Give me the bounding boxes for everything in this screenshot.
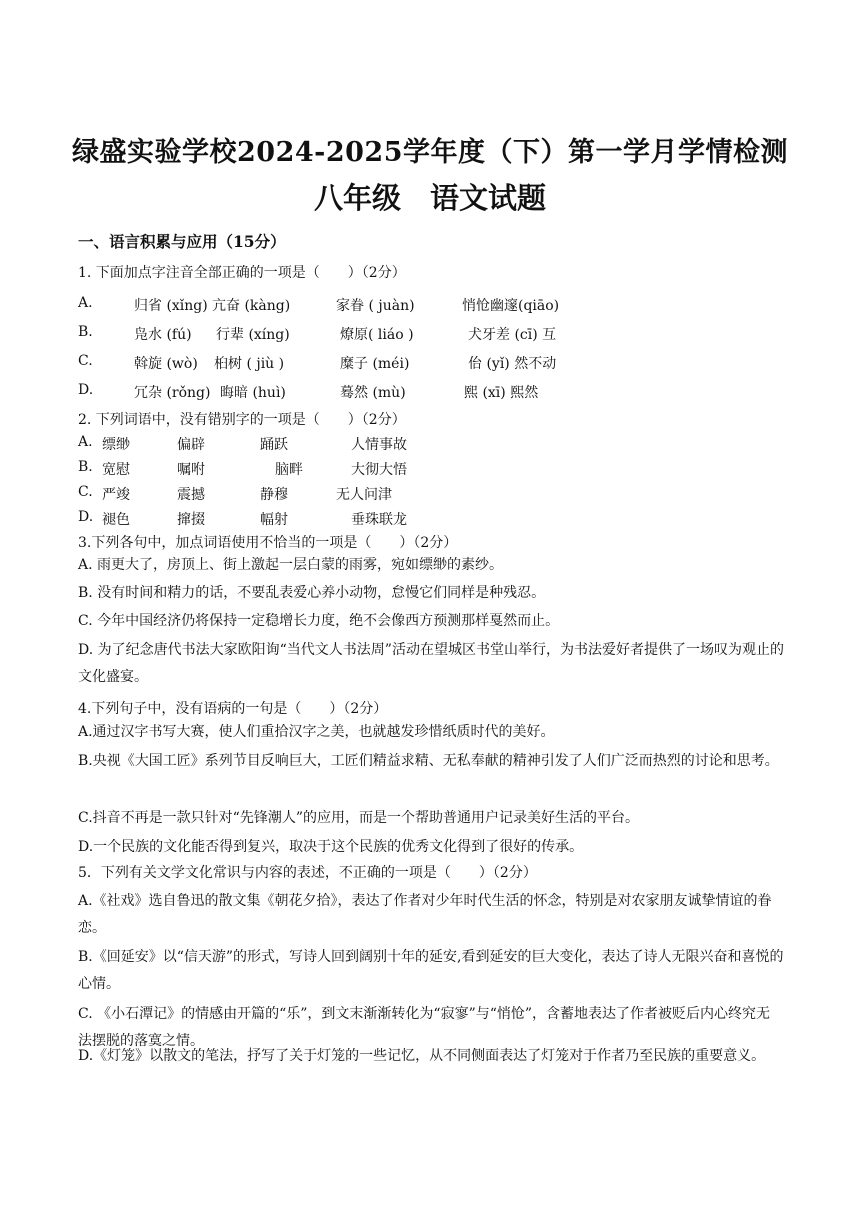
question-4-option-c: C.抖音不再是一款只针对“先锋潮人”的应用，而是一个帮助普通用户记录美好生活的平台。 <box>78 810 639 826</box>
question-3-option-b: B. 没有时间和精力的话，不要乱表爱心养小动物，怠慢它们同样是种残忍。 <box>78 585 546 601</box>
question-5-option-b: B.《回延安》以“信天游”的形式，写诗人回到阔别十年的延安,看到延安的巨大变化，表达了诗人无限兴奋和喜悦的心情。 <box>78 949 784 992</box>
question-3-option-d: D. 为了纪念唐代书法大家欧阳询“当代文人书法周”活动在望城区书堂山举行，为书法爱好者提供了一场叹为观止的文化盛宴。 <box>78 642 784 685</box>
option-label: C. <box>78 353 93 369</box>
option-item: 行辈 (xíng) <box>216 327 290 343</box>
option-label: B. <box>78 459 93 475</box>
option-item: 归省 (xǐng) <box>134 298 208 314</box>
option-item: 嘱咐 <box>177 462 205 478</box>
option-item: 桕树 ( jiù ) <box>214 356 285 372</box>
option-item: 佁 (yǐ) 然不动 <box>468 356 557 372</box>
question-5-option-a: A.《社戏》选自鲁迅的散文集《朝花夕拾》，表达了作者对少年时代生活的怀念，特别是对农家朋友诚挚情谊的眷恋。 <box>78 893 772 936</box>
option-item: 撺掇 <box>177 512 205 528</box>
option-item: 蓦然 (mù) <box>340 385 406 401</box>
option-item: 无人问津 <box>336 487 392 503</box>
option-item: 偏辟 <box>177 437 205 453</box>
option-item: 踊跃 <box>260 437 288 453</box>
option-label: A. <box>78 434 93 450</box>
option-label: D. <box>78 382 94 398</box>
option-item: 家眷 ( juàn) <box>336 298 415 314</box>
option-item: 褪色 <box>102 512 130 528</box>
question-4-stem: 4.下列句子中，没有语病的一句是（ ）（2分） <box>78 701 388 717</box>
option-item: 缥缈 <box>102 437 130 453</box>
option-item: 凫水 (fú) <box>134 327 192 343</box>
option-item: 严竣 <box>102 487 130 503</box>
option-label: B. <box>78 324 93 340</box>
question-1-stem: 1. 下面加点字注音全部正确的一项是（ ）（2分） <box>78 265 406 281</box>
question-4-option-d: D.一个民族的文化能否得到复兴，取决于这个民族的优秀文化得到了很好的传承。 <box>78 839 584 855</box>
option-label: D. <box>78 509 94 525</box>
exam-subtitle: 八年级 语文试题 <box>313 181 546 215</box>
option-item: 糜子 (méi) <box>340 356 410 372</box>
option-item: 斡旋 (wò) <box>134 356 198 372</box>
option-item: 静穆 <box>260 487 288 503</box>
exam-title: 绿盛实验学校2024-2025学年度（下）第一学月学情检测 <box>72 137 788 168</box>
option-item: 大彻大悟 <box>351 462 407 478</box>
option-item: 亢奋 (kàng) <box>212 298 291 314</box>
question-3-option-a: A. 雨更大了，房顶上、街上激起一层白蒙的雨雾，宛如缥缈的素纱。 <box>78 557 504 573</box>
option-item: 幅射 <box>260 512 288 528</box>
question-3-stem: 3.下列各句中，加点词语使用不恰当的一项是（ ）（2分） <box>78 535 458 551</box>
question-4-option-b: B.央视《大国工匠》系列节目反响巨大，工匠们精益求精、无私奉献的精神引发了人们广泛而热烈的讨论和思考。 <box>78 753 779 769</box>
question-4-option-a: A.通过汉字书写大赛，使人们重拾汉字之美，也就越发珍惜纸质时代的美好。 <box>78 724 555 740</box>
option-item: 震撼 <box>177 487 205 503</box>
option-item: 脑畔 <box>275 462 303 478</box>
option-item: 悄怆幽邃(qiāo) <box>462 298 560 314</box>
option-label: C. <box>78 484 93 500</box>
question-5-stem: 5．下列有关文学文化常识与内容的表述，不正确的一项是（ ）（2分） <box>78 865 537 881</box>
question-2-stem: 2. 下列词语中，没有错别字的一项是（ ）（2分） <box>78 412 406 428</box>
option-item: 犬牙差 (cī) 互 <box>468 327 557 343</box>
option-item: 燎原( liáo ) <box>340 327 414 343</box>
option-item: 冗杂 (rǒng) <box>134 385 211 401</box>
option-item: 熙 (xī) 熙然 <box>464 385 539 401</box>
question-5-option-c: C. 《小石潭记》的情感由开篇的“乐”，到文末渐渐转化为“寂寥”与“悄怆”，含蓄地表达了作者被贬后内心终究无法摆脱的落寞之情。 <box>78 1006 771 1049</box>
question-3-option-c: C. 今年中国经济仍将保持一定稳增长力度，绝不会像西方预测那样戛然而止。 <box>78 613 560 629</box>
question-5-option-d: D.《灯笼》以散文的笔法，抒写了关于灯笼的一些记忆，从不同侧面表达了灯笼对于作者乃至民族的重要意义。 <box>78 1048 766 1064</box>
option-label: A. <box>78 295 93 311</box>
option-item: 宽慰 <box>102 462 130 478</box>
option-item: 人情事故 <box>351 437 407 453</box>
option-item: 垂珠联龙 <box>351 512 407 528</box>
section-heading: 一、语言积累与应用（15分） <box>78 232 286 251</box>
option-item: 晦暗 (huì) <box>220 385 286 401</box>
